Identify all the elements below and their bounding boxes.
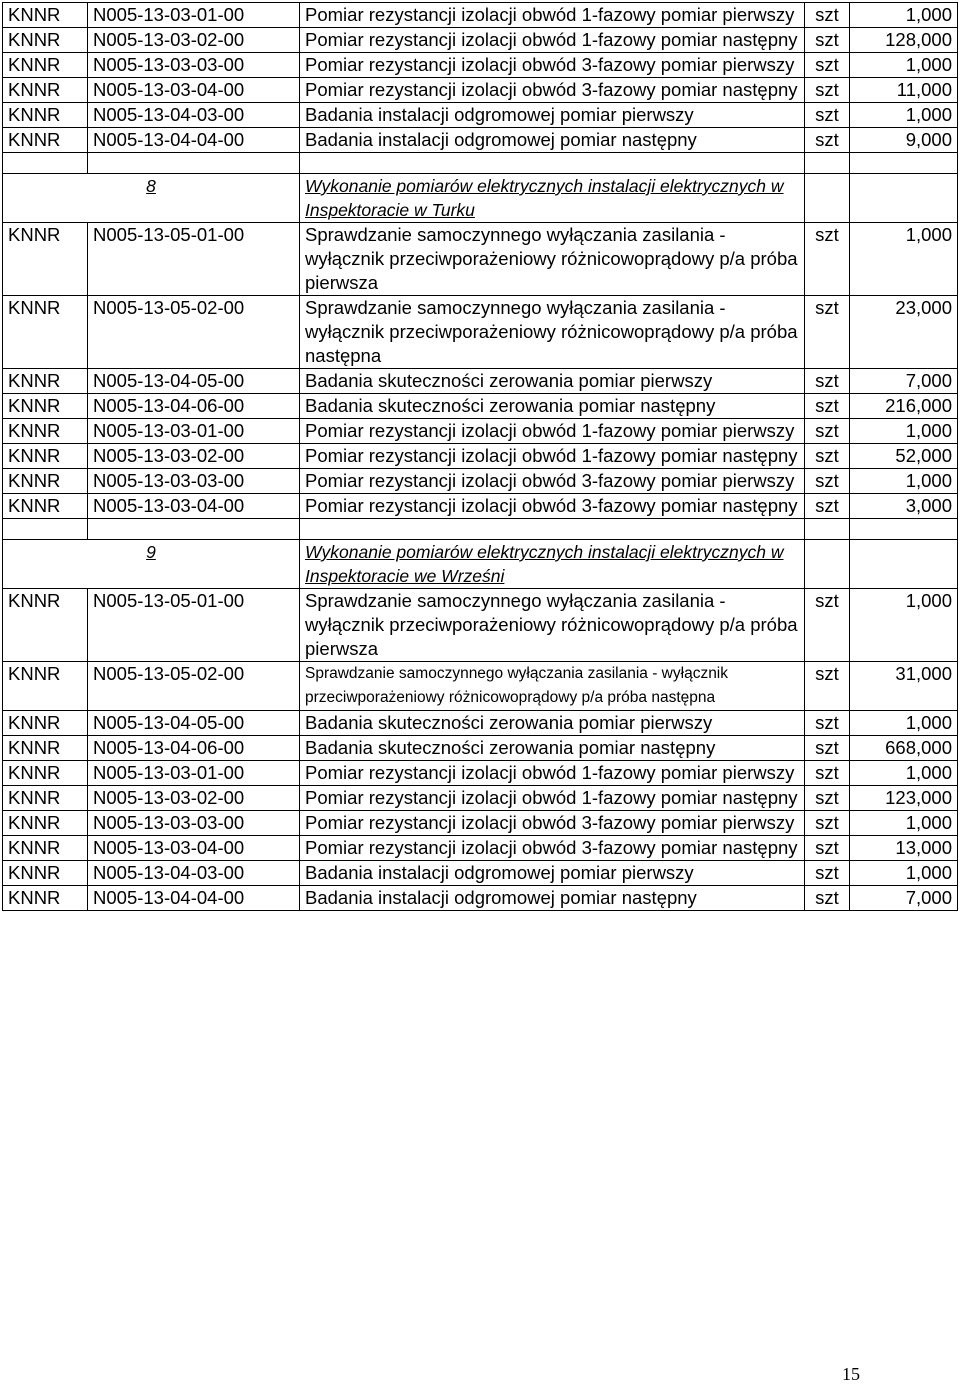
description-cell: Badania instalacji odgromowej pomiar następny [300, 886, 805, 911]
quantity-cell: 128,000 [850, 28, 958, 53]
source-cell: KNNR [3, 761, 88, 786]
separator-row [3, 153, 958, 174]
unit-cell: szt [805, 419, 850, 444]
empty-cell [300, 519, 805, 540]
table-row [3, 28, 958, 53]
quantity-cell: 1,000 [850, 811, 958, 836]
quantity-cell: 668,000 [850, 736, 958, 761]
quantity-cell: 7,000 [850, 886, 958, 911]
description-cell: Pomiar rezystancji izolacji obwód 3-fazowy pomiar następny [300, 836, 805, 861]
code-cell: N005-13-03-03-00 [88, 811, 300, 836]
source-cell: KNNR [3, 494, 88, 519]
code-cell: N005-13-05-01-00 [88, 223, 300, 296]
source-cell: KNNR [3, 28, 88, 53]
empty-cell [805, 540, 850, 589]
table-row [3, 861, 958, 886]
source-cell: KNNR [3, 469, 88, 494]
code-cell: N005-13-03-04-00 [88, 836, 300, 861]
source-cell: KNNR [3, 53, 88, 78]
quantity-cell: 123,000 [850, 786, 958, 811]
description-cell: Pomiar rezystancji izolacji obwód 1-fazowy pomiar następny [300, 28, 805, 53]
source-cell: KNNR [3, 78, 88, 103]
source-cell: KNNR [3, 128, 88, 153]
table-row [3, 836, 958, 861]
description-cell: Sprawdzanie samoczynnego wyłączania zasilania - wyłącznik przeciwporażeniowy różnicowoprądowy p/a próba następna [300, 662, 805, 711]
source-cell: KNNR [3, 394, 88, 419]
code-cell: N005-13-04-04-00 [88, 886, 300, 911]
source-cell: KNNR [3, 369, 88, 394]
table-row [3, 711, 958, 736]
source-cell: KNNR [3, 3, 88, 28]
unit-cell: szt [805, 369, 850, 394]
unit-cell: szt [805, 761, 850, 786]
table-row [3, 78, 958, 103]
section-title: Wykonanie pomiarów elektrycznych instalacji elektrycznych w Inspektoracie we Wrześni [305, 542, 784, 586]
source-cell: KNNR [3, 662, 88, 711]
table-row [3, 811, 958, 836]
section-title-cell [300, 174, 805, 223]
description-cell: Pomiar rezystancji izolacji obwód 1-fazowy pomiar pierwszy [300, 3, 805, 28]
table-row [3, 53, 958, 78]
description-cell: Badania instalacji odgromowej pomiar następny [300, 128, 805, 153]
description-cell: Sprawdzanie samoczynnego wyłączania zasilania - wyłącznik przeciwporażeniowy różnicowoprądowy p/a próba pierwsza [300, 589, 805, 662]
table-row [3, 662, 958, 711]
cost-estimate-table [2, 2, 958, 911]
code-cell: N005-13-05-02-00 [88, 296, 300, 369]
source-cell: KNNR [3, 836, 88, 861]
source-cell: KNNR [3, 103, 88, 128]
unit-cell: szt [805, 128, 850, 153]
description-cell: Sprawdzanie samoczynnego wyłączania zasilania - wyłącznik przeciwporażeniowy różnicowoprądowy p/a próba pierwsza [300, 223, 805, 296]
code-cell: N005-13-03-01-00 [88, 419, 300, 444]
quantity-cell: 216,000 [850, 394, 958, 419]
description-cell: Badania skuteczności zerowania pomiar pierwszy [300, 369, 805, 394]
source-cell: KNNR [3, 886, 88, 911]
source-cell: KNNR [3, 419, 88, 444]
separator-row [3, 519, 958, 540]
table-row [3, 886, 958, 911]
description-cell: Badania skuteczności zerowania pomiar pierwszy [300, 711, 805, 736]
table-row [3, 369, 958, 394]
description-cell: Pomiar rezystancji izolacji obwód 3-fazowy pomiar pierwszy [300, 53, 805, 78]
unit-cell: szt [805, 3, 850, 28]
code-cell: N005-13-04-03-00 [88, 861, 300, 886]
description-cell: Badania skuteczności zerowania pomiar następny [300, 736, 805, 761]
description-cell: Sprawdzanie samoczynnego wyłączania zasilania - wyłącznik przeciwporażeniowy różnicowoprądowy p/a próba następna [300, 296, 805, 369]
unit-cell: szt [805, 394, 850, 419]
empty-cell [850, 174, 958, 223]
empty-cell [3, 519, 88, 540]
code-cell: N005-13-04-04-00 [88, 128, 300, 153]
empty-cell [850, 540, 958, 589]
quantity-cell: 11,000 [850, 78, 958, 103]
empty-cell [300, 153, 805, 174]
table-row [3, 419, 958, 444]
page-number: 15 [842, 1364, 860, 1384]
unit-cell: szt [805, 223, 850, 296]
table-row [3, 444, 958, 469]
section-header-row [3, 540, 958, 589]
code-cell: N005-13-03-04-00 [88, 78, 300, 103]
quantity-cell: 23,000 [850, 296, 958, 369]
quantity-cell: 7,000 [850, 369, 958, 394]
quantity-cell: 9,000 [850, 128, 958, 153]
source-cell: KNNR [3, 711, 88, 736]
table-row [3, 494, 958, 519]
section-header-row [3, 174, 958, 223]
table-row [3, 128, 958, 153]
unit-cell: szt [805, 28, 850, 53]
table-row [3, 296, 958, 369]
table-row [3, 394, 958, 419]
unit-cell: szt [805, 836, 850, 861]
description-cell: Badania instalacji odgromowej pomiar pierwszy [300, 861, 805, 886]
quantity-cell: 1,000 [850, 53, 958, 78]
empty-cell [805, 153, 850, 174]
empty-cell [805, 519, 850, 540]
unit-cell: szt [805, 78, 850, 103]
code-cell: N005-13-04-05-00 [88, 711, 300, 736]
description-cell: Pomiar rezystancji izolacji obwód 1-fazowy pomiar pierwszy [300, 419, 805, 444]
unit-cell: szt [805, 811, 850, 836]
unit-cell: szt [805, 103, 850, 128]
description-cell: Pomiar rezystancji izolacji obwód 3-fazowy pomiar następny [300, 494, 805, 519]
code-cell: N005-13-03-02-00 [88, 28, 300, 53]
code-cell: N005-13-03-03-00 [88, 469, 300, 494]
unit-cell: szt [805, 469, 850, 494]
unit-cell: szt [805, 886, 850, 911]
quantity-cell: 1,000 [850, 469, 958, 494]
source-cell: KNNR [3, 444, 88, 469]
source-cell: KNNR [3, 811, 88, 836]
code-cell: N005-13-03-01-00 [88, 761, 300, 786]
empty-cell [88, 519, 300, 540]
table-row [3, 469, 958, 494]
unit-cell: szt [805, 53, 850, 78]
table-row [3, 736, 958, 761]
empty-cell [3, 153, 88, 174]
description-cell: Pomiar rezystancji izolacji obwód 1-fazowy pomiar pierwszy [300, 761, 805, 786]
unit-cell: szt [805, 589, 850, 662]
code-cell: N005-13-05-02-00 [88, 662, 300, 711]
description-cell: Pomiar rezystancji izolacji obwód 3-fazowy pomiar następny [300, 78, 805, 103]
code-cell: N005-13-03-02-00 [88, 786, 300, 811]
section-title: Wykonanie pomiarów elektrycznych instalacji elektrycznych w Inspektoracie w Turku [305, 176, 784, 220]
section-number: 8 [146, 176, 156, 196]
description-cell: Pomiar rezystancji izolacji obwód 1-fazowy pomiar następny [300, 444, 805, 469]
quantity-cell: 1,000 [850, 589, 958, 662]
code-cell: N005-13-04-06-00 [88, 394, 300, 419]
table-row [3, 761, 958, 786]
quantity-cell: 1,000 [850, 861, 958, 886]
table-row [3, 103, 958, 128]
section-number-cell [3, 174, 300, 223]
unit-cell: szt [805, 736, 850, 761]
code-cell: N005-13-03-02-00 [88, 444, 300, 469]
empty-cell [850, 519, 958, 540]
unit-cell: szt [805, 662, 850, 711]
unit-cell: szt [805, 296, 850, 369]
quantity-cell: 3,000 [850, 494, 958, 519]
quantity-cell: 1,000 [850, 711, 958, 736]
table-row [3, 223, 958, 296]
section-number-cell [3, 540, 300, 589]
code-cell: N005-13-04-05-00 [88, 369, 300, 394]
code-cell: N005-13-04-03-00 [88, 103, 300, 128]
source-cell: KNNR [3, 296, 88, 369]
description-cell: Pomiar rezystancji izolacji obwód 3-fazowy pomiar pierwszy [300, 469, 805, 494]
description-cell: Badania instalacji odgromowej pomiar pierwszy [300, 103, 805, 128]
unit-cell: szt [805, 861, 850, 886]
code-cell: N005-13-05-01-00 [88, 589, 300, 662]
table-row [3, 3, 958, 28]
quantity-cell: 1,000 [850, 761, 958, 786]
code-cell: N005-13-03-03-00 [88, 53, 300, 78]
unit-cell: szt [805, 786, 850, 811]
code-cell: N005-13-03-01-00 [88, 3, 300, 28]
description-cell: Pomiar rezystancji izolacji obwód 1-fazowy pomiar następny [300, 786, 805, 811]
empty-cell [88, 153, 300, 174]
description-cell: Badania skuteczności zerowania pomiar następny [300, 394, 805, 419]
quantity-cell: 1,000 [850, 103, 958, 128]
source-cell: KNNR [3, 736, 88, 761]
unit-cell: szt [805, 494, 850, 519]
quantity-cell: 13,000 [850, 836, 958, 861]
quantity-cell: 1,000 [850, 419, 958, 444]
unit-cell: szt [805, 444, 850, 469]
unit-cell: szt [805, 711, 850, 736]
quantity-cell: 31,000 [850, 662, 958, 711]
table-row [3, 786, 958, 811]
code-cell: N005-13-03-04-00 [88, 494, 300, 519]
quantity-cell: 1,000 [850, 3, 958, 28]
source-cell: KNNR [3, 786, 88, 811]
source-cell: KNNR [3, 589, 88, 662]
source-cell: KNNR [3, 861, 88, 886]
source-cell: KNNR [3, 223, 88, 296]
quantity-cell: 1,000 [850, 223, 958, 296]
quantity-cell: 52,000 [850, 444, 958, 469]
section-title-cell [300, 540, 805, 589]
table-row [3, 589, 958, 662]
code-cell: N005-13-04-06-00 [88, 736, 300, 761]
empty-cell [850, 153, 958, 174]
section-number: 9 [146, 542, 156, 562]
description-cell: Pomiar rezystancji izolacji obwód 3-fazowy pomiar pierwszy [300, 811, 805, 836]
empty-cell [805, 174, 850, 223]
